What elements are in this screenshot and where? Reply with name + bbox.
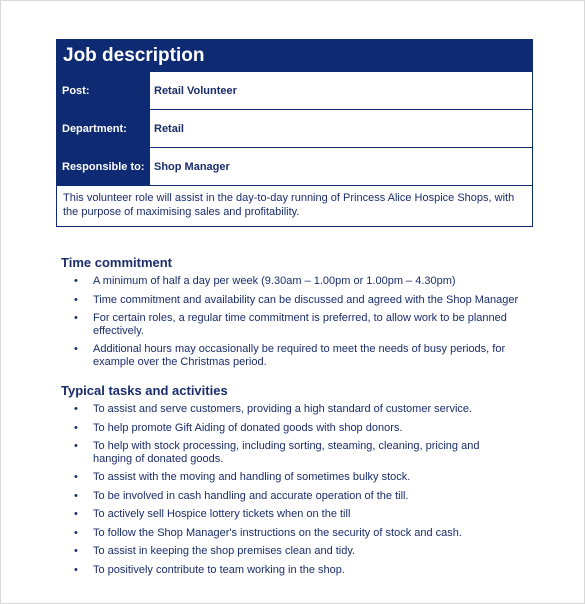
field-row-post (57, 71, 532, 109)
list-item: • To help promote Gift Aiding of donated goods with shop donors. (61, 422, 521, 435)
section-heading: Time commitment (61, 255, 173, 270)
field-label: Department: (57, 110, 149, 147)
list-item: • To actively sell Hospice lottery tickets when on the till (61, 508, 521, 521)
job-description-table (56, 39, 533, 227)
list-item: • Time commitment and availability can be discussed and agreed with the Shop Manager (61, 294, 521, 307)
list-item: • To assist and serve customers, providing a high standard of customer service. (61, 403, 521, 416)
field-value: Retail Volunteer (149, 72, 532, 109)
list-item: • To help with stock processing, including sorting, steaming, cleaning, pricing and hanging of donated goods. (61, 440, 521, 465)
tasks-list (61, 403, 521, 576)
field-label: Responsible to: (57, 148, 149, 185)
tasks-section (61, 382, 521, 582)
field-value: Shop Manager (149, 148, 532, 185)
field-value: Retail (149, 110, 532, 147)
list-item: • To be involved in cash handling and accurate operation of the till. (61, 490, 521, 503)
list-item: • To follow the Shop Manager's instructions on the security of stock and cash. (61, 527, 521, 540)
list-item: • To positively contribute to team working in the shop. (61, 564, 521, 577)
time-commitment-list (61, 275, 521, 368)
field-label: Post: (57, 72, 149, 109)
list-item: • Additional hours may occasionally be required to meet the needs of busy periods, for example over the Christmas period. (61, 343, 521, 368)
list-item: • To assist with the moving and handling of sometimes bulky stock. (61, 471, 521, 484)
document-title: Job description (57, 40, 532, 71)
list-item: • To assist in keeping the shop premises clean and tidy. (61, 545, 521, 558)
field-row-department (57, 109, 532, 147)
list-item: • A minimum of half a day per week (9.30am – 1.00pm or 1.00pm – 4.30pm) (61, 275, 521, 288)
list-item: • For certain roles, a regular time commitment is preferred, to allow work to be planned effectively. (61, 312, 521, 337)
role-summary: This volunteer role will assist in the day-to-day running of Princess Alice Hospice Shops, with the purpose of maximising sales and profitability. (57, 185, 532, 226)
field-row-responsible-to (57, 147, 532, 185)
section-heading: Typical tasks and activities (61, 383, 228, 398)
time-commitment-section (61, 254, 521, 374)
